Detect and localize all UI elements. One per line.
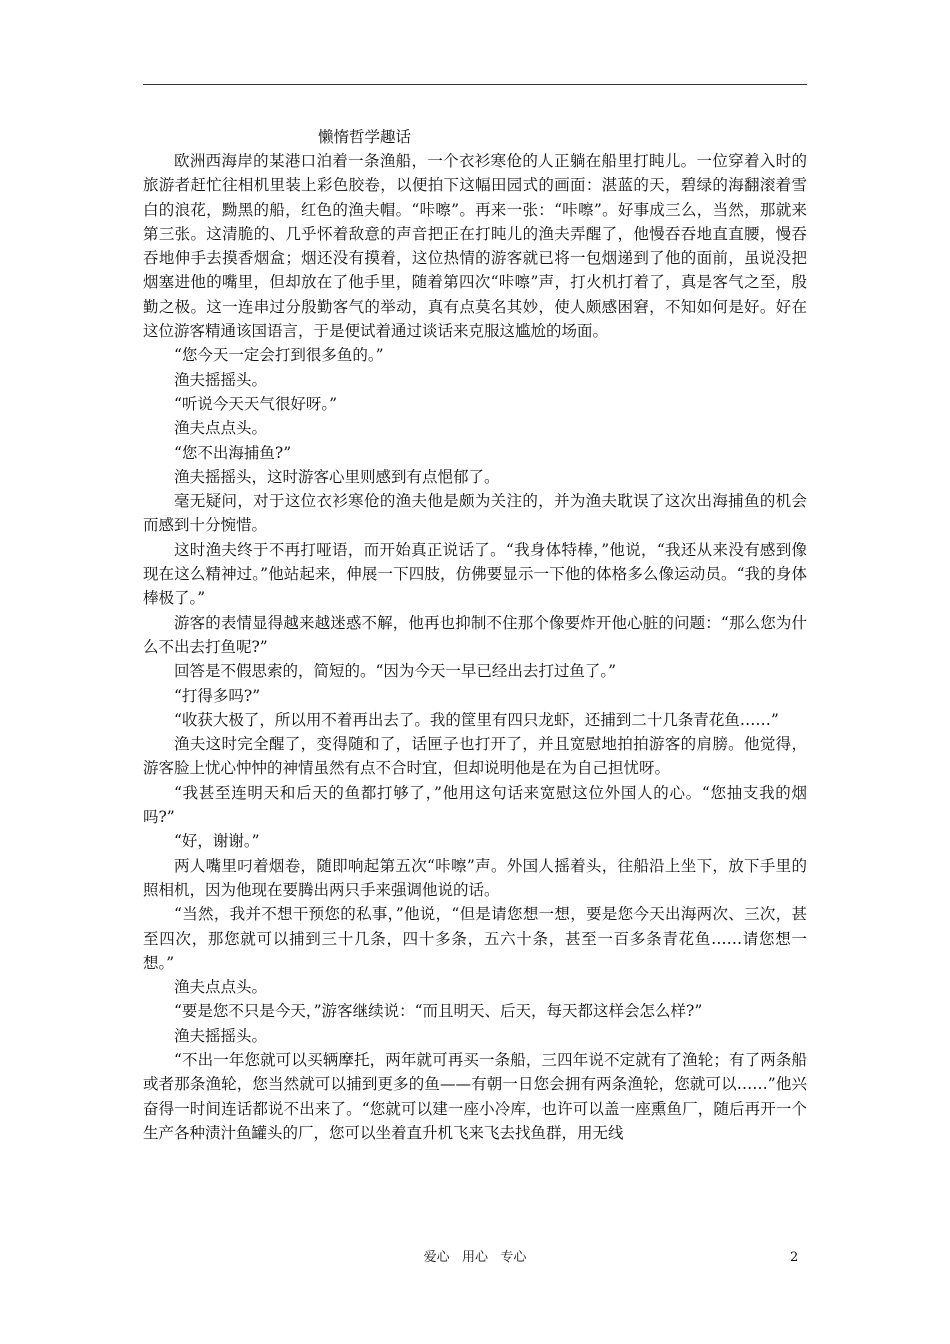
- page-footer: 爱心 用心 专心: [423, 1250, 527, 1265]
- paragraph: “当然，我并不想干预您的私事，”他说，“但是请您想一想，要是您今天出海两次、三次，甚至四次，那您就可以捕到三十几条，四十多条，五六十条，甚至一百多条青花鱼……请您想一想。”: [143, 905, 807, 972]
- paragraph: 渔夫摇摇头。: [174, 1026, 268, 1045]
- paragraph: “打得多吗?”: [174, 686, 261, 705]
- article-title: 懒惰哲学趣话: [318, 128, 412, 146]
- paragraph: 毫无疑问，对于这位衣衫寒伧的渔夫他是颇为关注的，并为渔夫耽误了这次出海捕鱼的机会而感到十分惋惜。: [143, 492, 807, 535]
- paragraph: “不出一年您就可以买辆摩托，两年就可再买一条船，三四年说不定就有了渔轮；有了两条船或者那条渔轮，您当然就可以捕到更多的鱼——有朝一日您会拥有两条渔轮，您就可以……”他兴奋得一时间连话都说不出来了。“您就可以建一座小冷库，也许可以盖一座熏鱼厂，随后再开一个生产各种渍汁鱼罐头的厂，您可以坐着直升机飞来飞去找鱼群，用无线: [143, 1050, 807, 1142]
- paragraph: “您今天一定会打到很多鱼的。”: [174, 346, 384, 365]
- paragraph: 渔夫摇摇头。: [174, 370, 268, 389]
- paragraph: 渔夫点点头。: [174, 419, 268, 438]
- paragraph: “您不出海捕鱼?”: [174, 443, 292, 462]
- paragraph: 欧洲西海岸的某港口泊着一条渔船，一个衣衫寒伧的人正躺在船里打盹儿。一位穿着入时的旅游者赶忙往相机里装上彩色胶卷，以便拍下这幅田园式的画面：湛蓝的天，碧绿的海翻滚着雪白的浪花，黝黑的船，红色的渔夫帽。“咔嚓”。再来一张：“咔嚓”。好事成三么，当然，那就来第三张。这清脆的、几乎怀着敌意的声音把正在打盹儿的渔夫弄醒了，他慢吞吞地直直腰，慢吞吞地伸手去摸香烟盒；烟还没有摸着，这位热情的游客就已将一包烟递到了他的面前，虽说没把烟塞进他的嘴里，但却放在了他手里，随着第四次“咔嚓”声，打火机打着了，真是客气之至，殷勤之极。这一连串过分殷勤客气的举动，真有点莫名其妙，使人颇感困窘，不知如何是好。好在这位游客精通该国语言，于是便试着通过谈话来克服这尴尬的场面。: [143, 152, 807, 341]
- article-body: [143, 149, 807, 1145]
- paragraph: 两人嘴里叼着烟卷，随即响起第五次“咔嚓”声。外国人摇着头，往船沿上坐下，放下手里的照相机，因为他现在要腾出两只手来强调他说的话。: [143, 856, 807, 899]
- paragraph: 游客的表情显得越来越迷惑不解，他再也抑制不住那个像要炸开他心脏的问题：“那么您为什么不出去打鱼呢?”: [143, 613, 807, 656]
- paragraph: 渔夫摇摇头，这时游客心里则感到有点悒郁了。: [174, 467, 500, 486]
- page-number: 2: [790, 1250, 799, 1265]
- paragraph: “收获大极了，所以用不着再出去了。我的筐里有四只龙虾，还捕到二十几条青花鱼……”: [174, 710, 779, 729]
- header-rule: [143, 84, 807, 85]
- paragraph: “好，谢谢。”: [174, 832, 260, 851]
- paragraph: 渔夫点点头。: [174, 978, 268, 997]
- paragraph: 渔夫这时完全醒了，变得随和了，话匣子也打开了，并且宽慰地拍拍游客的肩膀。他觉得，游客脸上忧心忡忡的神情虽然有点不合时宜，但却说明他是在为自己担忧呀。: [143, 735, 807, 778]
- paragraph: “我甚至连明天和后天的鱼都打够了，”他用这句话来宽慰这位外国人的心。“您抽支我的烟吗?”: [143, 783, 807, 827]
- paragraph: 回答是不假思索的，简短的。“因为今天一早已经出去打过鱼了。”: [174, 662, 617, 681]
- paragraph: “要是您不只是今天，”游客继续说：“而且明天、后天，每天都这样会怎么样?”: [174, 1002, 703, 1021]
- paragraph: 这时渔夫终于不再打哑语，而开始真正说话了。“我身体特棒，”他说，“我还从来没有感到像现在这么精神过。”他站起来，伸展一下四肢，仿佛要显示一下他的体格多么像运动员。“我的身体棒极了。”: [143, 540, 807, 608]
- paragraph: “听说今天天气很好呀。”: [174, 394, 338, 413]
